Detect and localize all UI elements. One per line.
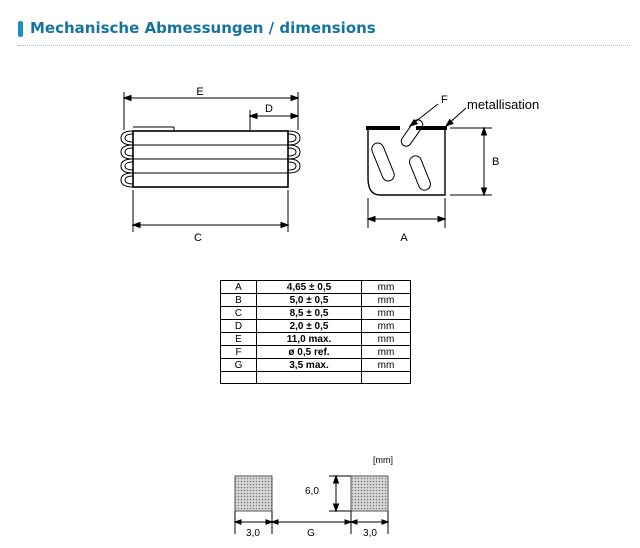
section-title: Mechanische Abmessungen / dimensions — [30, 19, 376, 37]
dim-cell — [221, 372, 257, 384]
table-row — [221, 372, 411, 384]
label-e: E — [196, 86, 204, 98]
front-view-drawing — [366, 104, 492, 228]
unit-cell: mm — [362, 281, 411, 294]
dim-cell: E — [221, 333, 257, 346]
label-d: D — [265, 103, 273, 115]
dim-cell: A — [221, 281, 257, 294]
footprint-unit: [mm] — [373, 455, 393, 465]
unit-cell: mm — [362, 320, 411, 333]
value-cell: 3,5 max. — [257, 359, 362, 372]
footprint-width-right: 3,0 — [363, 528, 377, 539]
footprint-width-left: 3,0 — [246, 528, 260, 539]
dimensions-table — [220, 280, 411, 384]
value-cell: 11,0 max. — [257, 333, 362, 346]
label-f: F — [441, 94, 448, 106]
value-cell: 4,65 ± 0,5 — [257, 281, 362, 294]
label-b: B — [492, 156, 500, 168]
value-cell: ø 0,5 ref. — [257, 346, 362, 359]
dim-cell: G — [221, 359, 257, 372]
table-row — [221, 359, 411, 372]
dim-cell: F — [221, 346, 257, 359]
dim-cell: B — [221, 294, 257, 307]
side-view-drawing — [121, 92, 300, 232]
unit-cell: mm — [362, 333, 411, 346]
footprint-drawing — [235, 476, 388, 534]
unit-cell: mm — [362, 359, 411, 372]
label-c: C — [194, 232, 202, 244]
footprint-gap-label: G — [307, 528, 315, 539]
table-row — [221, 333, 411, 346]
value-cell: 2,0 ± 0,5 — [257, 320, 362, 333]
footprint-height-label: 6,0 — [305, 486, 319, 497]
unit-cell: mm — [362, 294, 411, 307]
value-cell — [257, 372, 362, 384]
unit-cell: mm — [362, 346, 411, 359]
table-row — [221, 281, 411, 294]
unit-cell: mm — [362, 307, 411, 320]
dim-cell: D — [221, 320, 257, 333]
table-row — [221, 320, 411, 333]
dim-cell: C — [221, 307, 257, 320]
unit-cell — [362, 372, 411, 384]
label-a: A — [400, 232, 408, 244]
label-metallisation: metallisation — [467, 97, 540, 112]
value-cell: 8,5 ± 0,5 — [257, 307, 362, 320]
value-cell: 5,0 ± 0,5 — [257, 294, 362, 307]
table-row — [221, 346, 411, 359]
table-row — [221, 294, 411, 307]
table-row — [221, 307, 411, 320]
